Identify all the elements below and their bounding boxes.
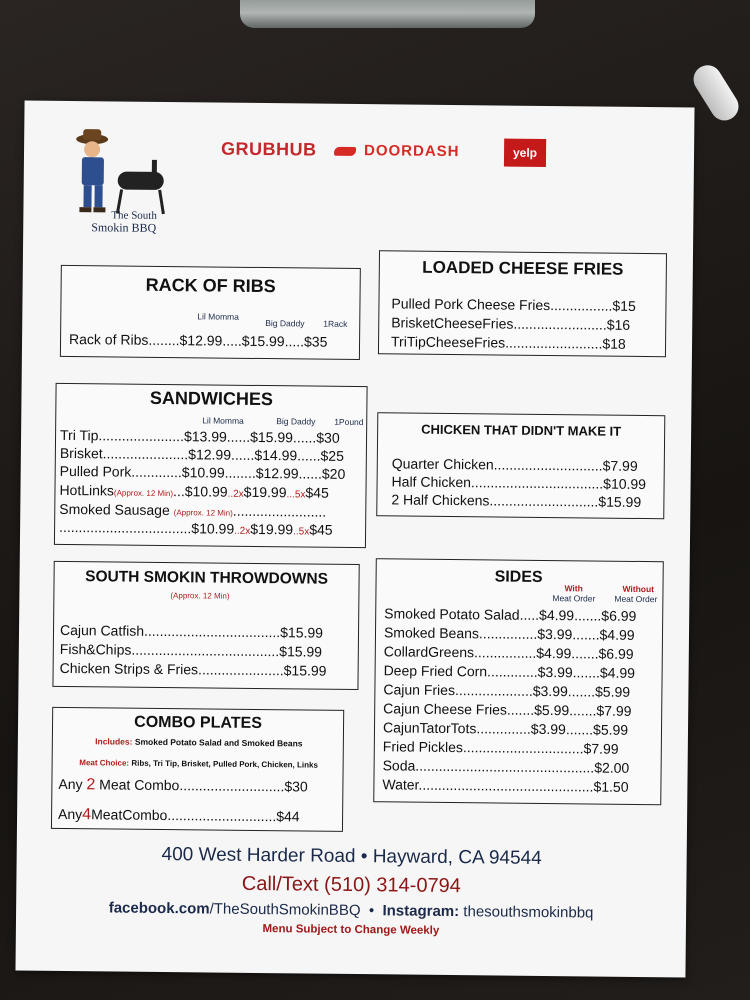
menu-sheet: [15, 101, 694, 978]
grubhub-logo: GRUBHUB: [220, 138, 317, 160]
fries-tri-tip: TriTipCheeseFries.........................$18: [390, 333, 626, 352]
footer-social: [16, 898, 686, 922]
sausage-note: (Approx. 12 Min): [173, 508, 233, 518]
cheese-fries-section: [378, 250, 667, 357]
ribs-line: Rack of Ribs........$12.99.....$15.99.....$35: [68, 330, 328, 350]
doordash-logo: [334, 142, 460, 160]
hotlinks-5x: ...5x: [286, 489, 306, 501]
footer-notice: Menu Subject to Change Weekly: [262, 923, 440, 937]
sausage-price-2: $19.99: [250, 520, 294, 538]
throwdowns-note: (Approx. 12 Min): [170, 591, 230, 601]
sides-without-label: Without: [622, 583, 655, 595]
ribs-section: [60, 265, 361, 360]
side-cajun-cheese-fries: Cajun Cheese Fries.......$5.99.......$7.99: [383, 700, 632, 719]
throwdown-chicken-strips: Chicken Strips & Fries......................$15.99: [59, 659, 327, 679]
footer-address: 400 West Harder Road • Hayward, CA 94544: [161, 843, 542, 869]
combo-four-num: 4: [82, 806, 92, 824]
combo-includes-label: Includes:: [95, 736, 133, 747]
combo-meat-text: Ribs, Tri Tip, Brisket, Pulled Pork, Chicken, Links: [131, 758, 318, 770]
sandwiches-header-big-daddy: Big Daddy: [276, 416, 316, 427]
cheese-fries-title: LOADED CHEESE FRIES: [422, 257, 624, 279]
sandwich-hotlinks: [59, 482, 328, 501]
sides-title: SIDES: [494, 568, 543, 586]
sandwiches-section: [54, 383, 368, 548]
combo-four-pre: Any: [58, 805, 83, 823]
ribs-header-1rack: 1Rack: [323, 318, 348, 329]
sandwiches-title: SANDWICHES: [149, 387, 274, 410]
side-fried-corn: Deep Fried Corn.............$3.99.......$4.99: [383, 662, 636, 681]
sandwich-sausage-prices: [59, 519, 333, 538]
glass-object: [240, 0, 535, 28]
side-smoked-beans: Smoked Beans...............$3.99.......$4.99: [383, 624, 635, 643]
combo-two-meat: [58, 776, 308, 797]
sides-with-sub: Meat Order: [552, 593, 596, 604]
combo-four-meat: [58, 806, 300, 827]
side-water: Water.............................................$1.50: [382, 776, 629, 795]
hotlinks-price-2: $19.99: [243, 483, 287, 501]
footer-phone: Call/Text (510) 314-0794: [241, 872, 461, 898]
combo-section: [51, 707, 344, 832]
side-cajun-fries: Cajun Fries....................$3.99.......$5.99: [383, 681, 631, 700]
sandwiches-header-1pound: 1Pound: [334, 416, 364, 428]
facebook-label: facebook.com: [108, 899, 210, 918]
sausage-dots: ........................: [232, 502, 327, 520]
sides-section: [373, 558, 664, 805]
hotlinks-note: (Approx. 12 Min): [113, 488, 174, 499]
sausage-2x: ..2x: [234, 525, 251, 537]
chicken-title: CHICKEN THAT DIDN'T MAKE IT: [421, 421, 622, 439]
sandwich-tri-tip: Tri Tip......................$13.99......$15.99......$30: [59, 426, 340, 446]
ribs-title: RACK OF RIBS: [145, 274, 276, 297]
combo-two-post: Meat Combo...........................$30: [95, 776, 308, 795]
side-collard-greens: CollardGreens................$4.99.......$6.99: [383, 643, 634, 662]
combo-title: COMBO PLATES: [134, 713, 262, 733]
combo-two-num: 2: [86, 776, 96, 794]
brand-name-line1: The South: [111, 209, 157, 222]
sausage-price-3: $45: [309, 521, 333, 538]
fries-brisket: BrisketCheeseFries........................$16: [391, 314, 631, 333]
footer-separator: •: [368, 902, 375, 920]
sandwiches-header-lil-momma: Lil Momma: [202, 415, 244, 426]
doordash-label: DOORDASH: [363, 142, 460, 161]
ribs-header-lil-momma: Lil Momma: [197, 311, 239, 322]
instagram-label: Instagram:: [382, 902, 460, 921]
side-soda: Soda..............................................$2.00: [382, 757, 630, 776]
hotlinks-price-3: $45: [305, 484, 329, 501]
fries-pulled-pork: Pulled Pork Cheese Fries................$15: [391, 295, 636, 314]
side-tator-tots: CajunTatorTots..............$3.99.......$5.99: [382, 719, 629, 738]
sausage-price-dots: ..................................: [59, 518, 192, 537]
sausage-5x: ..5x: [293, 526, 310, 538]
chicken-half: Half Chicken..................................$10.99: [391, 473, 647, 493]
chicken-section: [376, 412, 665, 519]
sausage-name: Smoked Sausage: [59, 500, 170, 519]
sandwich-brisket: Brisket......................$12.99......$14.99......$25: [59, 444, 345, 464]
throwdowns-title: SOUTH SMOKIN THROWDOWNS: [85, 568, 329, 588]
hotlinks-name: HotLinks: [59, 481, 115, 499]
combo-meat-label: Meat Choice:: [79, 758, 130, 768]
combo-meat-choice: [53, 758, 345, 770]
combo-four-post: MeatCombo............................$44: [91, 806, 300, 825]
combo-includes-text: Smoked Potato Salad and Smoked Beans: [134, 736, 303, 749]
sides-with-label: With: [564, 583, 583, 594]
sandwich-sausage: [59, 501, 326, 520]
hotlinks-2x: ..2x: [227, 488, 244, 500]
yelp-logo: yelp: [504, 139, 546, 167]
side-fried-pickles: Fried Pickles...............................$7.99: [382, 738, 619, 757]
sides-without-sub: Meat Order: [614, 593, 658, 605]
sandwich-pulled-pork: Pulled Pork.............$10.99........$12.99......$20: [59, 462, 346, 482]
side-potato-salad: Smoked Potato Salad.....$4.99.......$6.99: [384, 605, 637, 624]
brand-name-line2: Smokin BBQ: [91, 220, 157, 235]
throwdown-catfish: Cajun Catfish...................................$15.99: [59, 621, 324, 641]
ribs-header-big-daddy: Big Daddy: [265, 318, 305, 329]
throwdown-fish-chips: Fish&Chips......................................$15.99: [59, 640, 323, 660]
combo-two-pre: Any: [58, 775, 87, 793]
throwdowns-section: [52, 561, 359, 690]
chicken-quarter: Quarter Chicken............................$7.99: [391, 455, 638, 474]
hotlinks-price-1: ...$10.99: [173, 483, 228, 500]
facebook-path: /TheSouthSmokinBBQ: [209, 900, 361, 920]
chicken-two-half: 2 Half Chickens............................$15.99: [391, 491, 642, 510]
combo-includes: [53, 736, 345, 749]
instagram-handle: thesouthsmokinbbq: [463, 903, 594, 922]
sausage-price-1: $10.99: [191, 520, 235, 537]
doordash-icon: [334, 146, 356, 155]
